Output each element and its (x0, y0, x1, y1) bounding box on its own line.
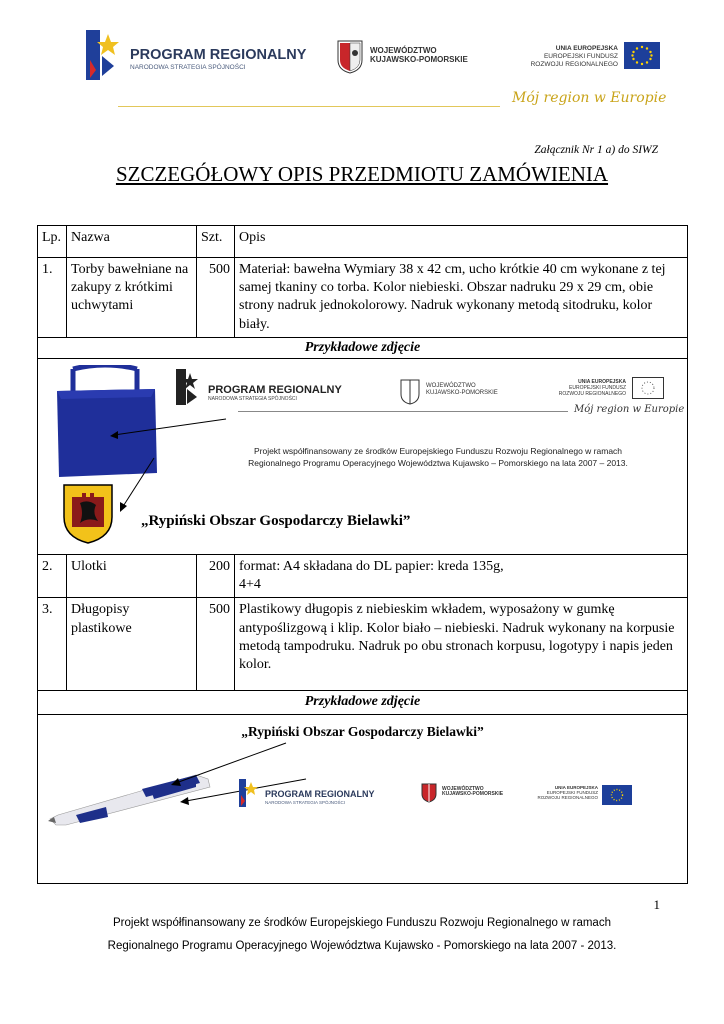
row-name: Długopisy plastikowe (67, 598, 197, 691)
row-qty: 500 (197, 598, 235, 691)
spec-table (37, 225, 688, 884)
header-lp: Lp. (38, 226, 67, 258)
bag-photo-cell (38, 358, 688, 554)
pen-wojewodztwo (442, 787, 503, 799)
slogan-moj-region: Mój region w Europie (512, 90, 667, 106)
photo-label: Przykładowe zdjęcie (38, 337, 688, 358)
program-subtitle: NARODOWA STRATEGIA SPÓJNOŚCI (130, 64, 246, 71)
program-regionalny-logo-icon (84, 30, 124, 80)
bag-woj-line2: KUJAWSKO-POMORSKIE (426, 389, 498, 396)
wojewodztwo-crest-icon (337, 40, 363, 74)
bag-ue-line1: UNIA EUROPEJSKA (578, 378, 626, 385)
photo-label-row (38, 691, 688, 714)
program-title: PROGRAM REGIONALNY (130, 47, 307, 63)
bag-photo-row (38, 358, 688, 554)
table-row (38, 554, 688, 597)
footer-line2: Regionalnego Programu Operacyjnego Województwa Kujawsko - Pomorskiego na lata 2007 - 2013. (107, 940, 617, 952)
footer-text (0, 912, 724, 958)
bag-ue-line2: EUROPEJSKI FUNDUSZ (569, 384, 626, 391)
ue-text (500, 45, 618, 68)
pen-program-subtitle: NARODOWA STRATEGIA SPÓJNOŚCI (265, 799, 346, 805)
wojewodztwo-line1: WOJEWÓDZTWO (370, 46, 437, 55)
annex-label: Załącznik Nr 1 a) do SIWZ (534, 144, 658, 156)
header-qty: Szt. (197, 226, 235, 258)
row-qty: 200 (197, 554, 235, 597)
photo-label-row (38, 337, 688, 358)
bag-program-title: PROGRAM REGIONALNY (208, 383, 342, 396)
header-name: Nazwa (67, 226, 197, 258)
bag-slogan: „Rypiński Obszar Gospodarczy Bielawki” (141, 512, 411, 529)
row-lp: 1. (38, 258, 67, 338)
wojewodztwo-line2: KUJAWSKO-POMORSKIE (370, 55, 468, 65)
row-desc: Materiał: bawełna Wymiary 38 x 42 cm, ucho krótkie 40 cm wykonane z tej samej tkaniny co torba. Kolor niebieski. Obszar nadruku 29 x 29 cm, obie strony nadruk jednokolorowy. Nadruk wykonany metodą sitodruku, kolor biały. (235, 258, 688, 338)
photo-label: Przykładowe zdjęcie (38, 691, 688, 714)
ue-line2: EUROPEJSKI FUNDUSZ (543, 52, 618, 60)
pen-crest-icon (421, 783, 437, 803)
pen-ue-line3: ROZWOJU REGIONALNEGO (537, 795, 598, 801)
ue-line1: UNIA EUROPEJSKA (555, 45, 618, 52)
bag-ue-text (528, 379, 626, 397)
rypin-coat-of-arms-icon (62, 483, 114, 545)
bag-cofinance-text (198, 445, 678, 470)
bag-gold-line (238, 411, 568, 412)
pen-woj-line1: WOJEWÓDZTWO (442, 785, 484, 792)
pen-photo-cell (38, 714, 688, 883)
header-desc: Opis (235, 226, 688, 258)
pen-ue-line1: UNIA EUROPEJSKA (554, 784, 598, 790)
table-header-row (38, 226, 688, 258)
header-gold-line (118, 106, 500, 107)
bag-crest-icon (400, 379, 420, 405)
table-row (38, 598, 688, 691)
bag-eu-flag-icon (632, 377, 664, 399)
pen-slogan: „Rypiński Obszar Gospodarczy Bielawki” (241, 723, 484, 739)
row-name: Ulotki (67, 554, 197, 597)
bag-program-subtitle: NARODOWA STRATEGIA SPÓJNOŚCI (208, 395, 297, 402)
pen-photo-row (38, 714, 688, 883)
row-name: Torby bawełniane na zakupy z krótkimi uchwytami (67, 258, 197, 338)
bag-wojewodztwo (426, 383, 498, 397)
pen-eu-flag-icon (602, 785, 632, 805)
bag-slogan-moj-region: Mój region w Europie (574, 403, 685, 415)
document-title: SZCZEGÓŁOWY OPIS PRZEDMIOTU ZAMÓWIENIA (115, 162, 609, 186)
row-desc: Plastikowy długopis z niebieskim wkładem, wyposażony w gumkę antypoślizgową i klip. Kolor biało – niebieski. Nadruk wykonany na korpusie metodą tampodruku. Nadruk po obu stronach korpusu, logotypy i napis jeden kolor. (235, 598, 688, 691)
pen-ue-line2: EUROPEJSKI FUNDUSZ (546, 789, 598, 795)
wojewodztwo-name (370, 46, 468, 64)
row-lp: 2. (38, 554, 67, 597)
pen-program-logo-icon (238, 779, 260, 807)
bag-arrow-2 (118, 454, 158, 514)
row-desc: format: A4 składana do DL papier: kreda 135g, 4+4 (235, 554, 688, 597)
bag-woj-line1: WOJEWÓDZTWO (426, 382, 476, 389)
bag-ue-line3: ROZWOJU REGIONALNEGO (558, 390, 626, 397)
page-number: 1 (653, 897, 660, 912)
table-row (38, 258, 688, 338)
bag-arrow (108, 409, 228, 449)
footer-line1: Projekt współfinansowany ze środków Europejskiego Funduszu Rozwoju Regionalnego w ramach (113, 917, 611, 929)
eu-flag-icon (624, 42, 660, 69)
program-regionalny-small-logo-icon (175, 369, 203, 405)
ue-line3: ROZWOJU REGIONALNEGO (530, 60, 618, 68)
pen-program-title: PROGRAM REGIONALNY (265, 788, 375, 799)
row-qty: 500 (197, 258, 235, 338)
bag-cofinance-line1: Projekt współfinansowany ze środków Europejskiego Funduszu Rozwoju Regionalnego w ramach (253, 445, 623, 456)
row-lp: 3. (38, 598, 67, 691)
pen-woj-line2: KUJAWSKO-POMORSKIE (442, 791, 504, 798)
pen-ue-text (518, 785, 598, 801)
bag-cofinance-line2: Regionalnego Programu Operacyjnego Województwa Kujawsko – Pomorskiego na lata 2007 – 2013. (248, 458, 628, 469)
